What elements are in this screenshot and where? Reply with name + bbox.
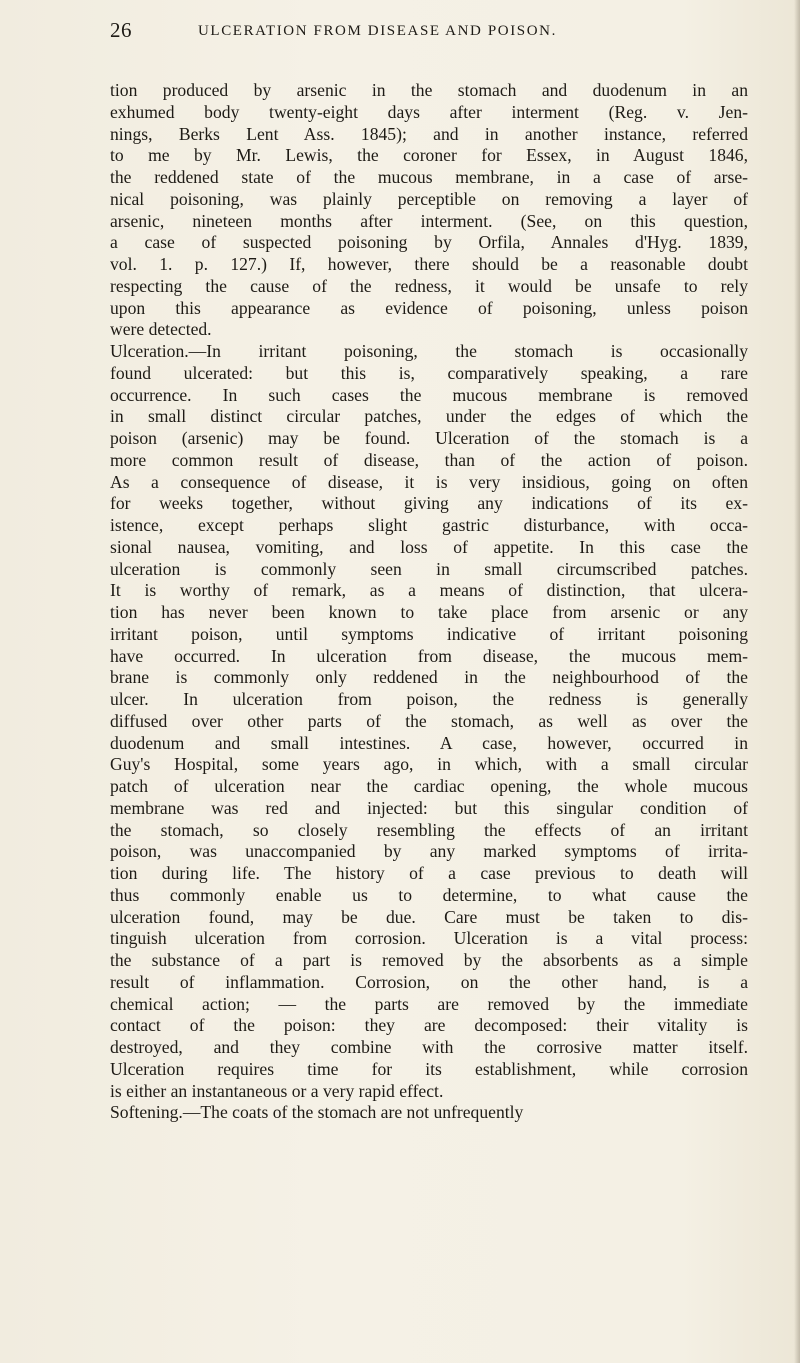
text-line: brane is commonly only reddened in the neighbourhood of the — [110, 667, 748, 688]
text-line: tion produced by arsenic in the stomach and duodenum in an — [110, 80, 748, 100]
text-line: diffused over other parts of the stomach, as well as over the — [110, 710, 748, 731]
text-line: respecting the cause of the redness, it would be unsafe to rely — [110, 275, 748, 296]
paragraph — [110, 341, 748, 1102]
body-text — [110, 80, 748, 1124]
text-line: to me by Mr. Lewis, the coroner for Essex, in August 1846, — [110, 145, 748, 166]
page-number: 26 — [110, 18, 132, 42]
text-line: vol. 1. p. 127.) If, however, there should be a reasonable doubt — [110, 254, 748, 274]
text-line: nings, Berks Lent Ass. 1845); and in another instance, referred — [110, 123, 748, 144]
text-line: sional nausea, vomiting, and loss of appetite. In this case the — [110, 536, 748, 557]
text-line: Softening.—The coats of the stomach are not unfrequently — [110, 1102, 524, 1123]
text-line: tion has never been known to take place from arsenic or any — [110, 602, 748, 622]
text-line: ulceration is commonly seen in small circumscribed patches. — [110, 558, 748, 579]
text-line: duodenum and small intestines. A case, however, occurred in — [110, 732, 748, 753]
text-line: found ulcerated: but this is, comparatively speaking, a rare — [110, 362, 748, 383]
text-line: a case of suspected poisoning by Orfila, Annales d'Hyg. 1839, — [110, 232, 748, 253]
text-line: ulceration found, may be due. Care must be taken to dis- — [110, 906, 748, 927]
text-line: It is worthy of remark, as a means of distinction, that ulcera- — [110, 580, 748, 601]
paragraph — [110, 1102, 748, 1124]
text-line: tinguish ulceration from corrosion. Ulceration is a vital process: — [110, 928, 748, 949]
text-line: exhumed body twenty-eight days after interment (Reg. v. Jen- — [110, 101, 748, 122]
text-line: were detected. — [110, 319, 212, 340]
page-edge-shadow — [794, 0, 800, 1363]
text-line: Ulceration.—In irritant poisoning, the stomach is occasionally — [110, 341, 748, 361]
text-line: istence, except perhaps slight gastric disturbance, with occa- — [110, 515, 748, 535]
text-line: is either an instantaneous or a very rapid effect. — [110, 1080, 444, 1101]
text-line: Ulceration requires time for its establishment, while corrosion — [110, 1058, 748, 1079]
text-line: the stomach, so closely resembling the effects of an irritant — [110, 819, 748, 840]
text-line: result of inflammation. Corrosion, on the other hand, is a — [110, 971, 748, 992]
text-line: in small distinct circular patches, under the edges of which the — [110, 406, 748, 427]
text-line: contact of the poison: they are decomposed: their vitality is — [110, 1015, 748, 1036]
text-line: membrane was red and injected: but this singular condition of — [110, 797, 748, 818]
text-line: chemical action; — the parts are removed by the immediate — [110, 993, 748, 1014]
running-head: ULCERATION FROM DISEASE AND POISON. — [198, 23, 557, 39]
text-line: occurrence. In such cases the mucous membrane is removed — [110, 384, 748, 405]
text-line: patch of ulceration near the cardiac opening, the whole mucous — [110, 776, 748, 796]
text-line: the substance of a part is removed by the absorbents as a simple — [110, 950, 748, 970]
text-line: have occurred. In ulceration from disease, the mucous mem- — [110, 645, 748, 666]
text-line: thus commonly enable us to determine, to what cause the — [110, 884, 748, 905]
text-line: upon this appearance as evidence of poisoning, unless poison — [110, 297, 748, 318]
text-line: ulcer. In ulceration from poison, the redness is generally — [110, 689, 748, 709]
text-line: nical poisoning, was plainly perceptible on removing a layer of — [110, 188, 748, 209]
text-line: more common result of disease, than of the action of poison. — [110, 449, 748, 470]
text-line: the reddened state of the mucous membrane, in a case of arse- — [110, 167, 748, 187]
text-line: for weeks together, without giving any indications of its ex- — [110, 493, 748, 514]
text-line: As a consequence of disease, it is very insidious, going on often — [110, 471, 748, 492]
text-line: irritant poison, until symptoms indicative of irritant poisoning — [110, 623, 748, 644]
text-line: Guy's Hospital, some years ago, in which, with a small circular — [110, 754, 748, 775]
text-line: arsenic, nineteen months after interment. (See, on this question, — [110, 210, 748, 231]
text-line: tion during life. The history of a case previous to death will — [110, 863, 748, 883]
page-header — [110, 18, 730, 48]
text-line: poison, was unaccompanied by any marked symptoms of irrita- — [110, 841, 748, 862]
paragraph — [110, 80, 748, 341]
text-line: poison (arsenic) may be found. Ulceration of the stomach is a — [110, 428, 748, 448]
text-line: destroyed, and they combine with the corrosive matter itself. — [110, 1037, 748, 1057]
